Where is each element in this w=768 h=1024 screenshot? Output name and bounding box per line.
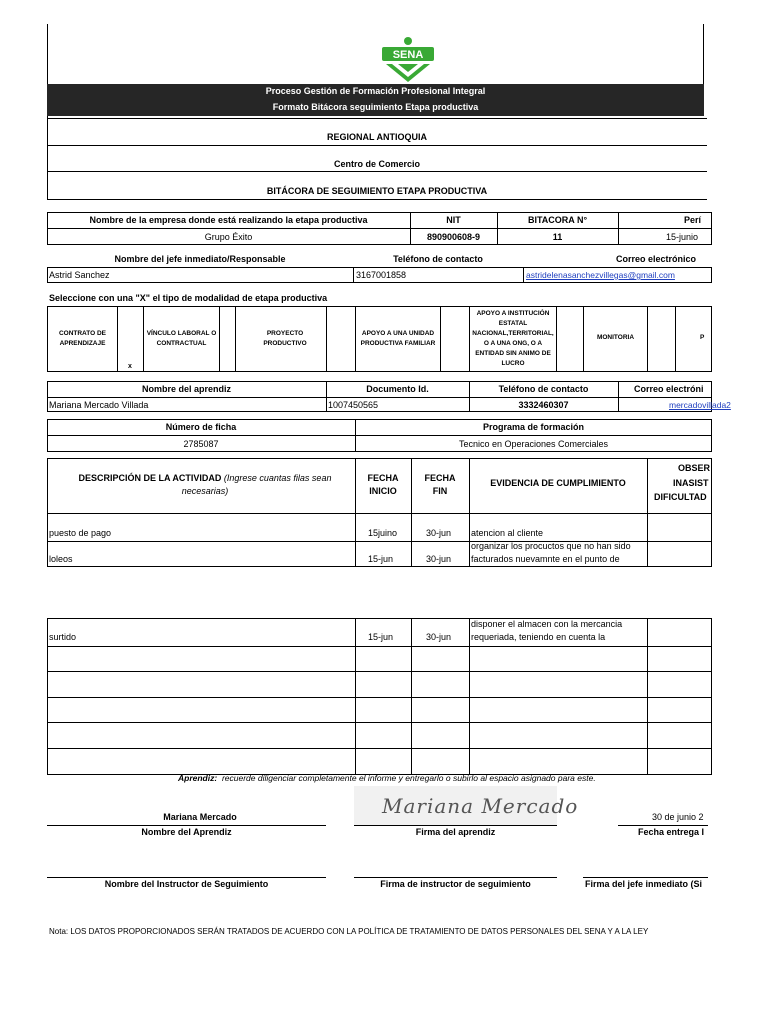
fecha-fin-header2: FIN xyxy=(432,486,448,496)
jefe-correo-header: Correo electrónico xyxy=(616,254,697,264)
table-row-fin: 30-jun xyxy=(426,528,452,538)
table-row-evidencia-2: requeriada, teniendo en cuenta la xyxy=(471,632,606,642)
aprendiz-correo-link[interactable]: mercadovillada2 xyxy=(669,400,731,410)
bitacora-header: BITACORA N° xyxy=(527,215,588,225)
desc-header-bold: DESCRIPCIÓN DE LA ACTIVIDAD xyxy=(78,473,222,483)
nota-datos: Nota: LOS DATOS PROPORCIONADOS SERÁN TRATADOS DE ACUERDO CON LA POLÍTICA DE TRATAMIENTO DE DATOS PERSONALES DEL SENA Y A LA LEY xyxy=(49,927,649,936)
aprendiz-note xyxy=(178,774,596,783)
table-row-evidencia: organizar los procuctos que no han sido xyxy=(471,541,631,551)
empresa-nombre: Grupo Éxito xyxy=(204,232,253,242)
label-firma-instructor: Firma de instructor de seguimiento xyxy=(380,879,531,889)
obs-header-3: DIFICULTAD xyxy=(654,492,707,502)
programa-header: Programa de formación xyxy=(482,422,585,432)
aprendiz-telefono: 3332460307 xyxy=(518,400,569,410)
label-nombre-aprendiz: Nombre del Aprendiz xyxy=(141,827,232,837)
table-row-desc: surtido xyxy=(49,632,77,642)
process-title: Proceso Gestión de Formación Profesional Integral xyxy=(265,86,486,96)
table-row-desc: loleos xyxy=(49,554,73,564)
evidencia-header: EVIDENCIA DE CUMPLIMIENTO xyxy=(490,478,626,488)
firma-aprendiz-image xyxy=(354,786,579,826)
desc-header-italic2: necesarias) xyxy=(181,486,229,496)
label-firma-aprendiz: Firma del aprendiz xyxy=(415,827,496,837)
format-title: Formato Bitácora seguimiento Etapa productiva xyxy=(272,102,479,112)
documento-value: 1007450565 xyxy=(328,400,379,410)
label-instructor: Nombre del Instructor de Seguimiento xyxy=(104,879,269,889)
documento-header: Documento Id. xyxy=(366,384,429,394)
jefe-telefono-header: Teléfono de contacto xyxy=(393,254,483,264)
ficha-numero: 2785087 xyxy=(183,439,219,449)
programa-value: Tecnico en Operaciones Comerciales xyxy=(458,439,609,449)
modalidad-other: P xyxy=(700,334,705,341)
aprendiz-nombre: Mariana Mercado Villada xyxy=(49,400,149,410)
aprendiz-correo-header: Correo electróni xyxy=(634,384,704,394)
regional-label: REGIONAL ANTIOQUIA xyxy=(326,132,427,142)
aprendiz-telefono-header: Teléfono de contacto xyxy=(498,384,589,394)
bitacora-title: BITÁCORA DE SEGUIMIENTO ETAPA PRODUCTIVA xyxy=(266,186,488,196)
modalidad-institucion: APOYO A INSTITUCIÓN ESTATAL NACIONAL,TERRITORIAL, O A UNA ONG, O A ENTIDAD SIN ANIMO DE LUCRO xyxy=(472,310,554,367)
sena-logo xyxy=(380,36,436,84)
aprendiz-note-label: Aprendiz: xyxy=(178,773,218,783)
modalidad-title: Seleccione con una "X" el tipo de modalidad de etapa productiva xyxy=(49,293,328,303)
logo-text: SENA xyxy=(392,49,424,61)
periodo-value: 15-junio xyxy=(666,232,699,242)
modalidad-proyecto: PROYECTO PRODUCTIVO xyxy=(263,330,307,347)
fecha-entrega-value: 30 de junio 2 xyxy=(652,812,704,822)
aprendiz-name-value: Mariana Mercado xyxy=(163,812,237,822)
modalidad-contrato: CONTRATO DE APRENDIZAJE xyxy=(58,330,107,347)
table-row-fin: 30-jun xyxy=(426,554,452,564)
jefe-correo-link[interactable]: astridelenasanchezvillegas@gmail.com xyxy=(526,270,675,280)
table-row-evidencia: atencion al cliente xyxy=(471,528,544,538)
jefe-header: Nombre del jefe inmediato/Responsable xyxy=(114,254,286,264)
table-row-inicio: 15juino xyxy=(368,528,398,538)
modalidad-monitoria: MONITORIA xyxy=(596,334,635,341)
table-row-fin: 30-jun xyxy=(426,632,452,642)
nit-value: 890900608-9 xyxy=(426,232,481,242)
fecha-fin-header: FECHA xyxy=(424,473,456,483)
jefe-nombre: Astrid Sanchez xyxy=(49,270,110,280)
empresa-header: Nombre de la empresa donde está realizando la etapa productiva xyxy=(89,215,368,225)
bitacora-value: 11 xyxy=(552,232,563,242)
jefe-telefono: 3167001858 xyxy=(356,270,407,280)
modalidad-mark[interactable]: x xyxy=(128,363,132,370)
fecha-inicio-header: FECHA xyxy=(367,473,399,483)
modalidad-vinculo: VÍNCULO LABORAL O CONTRACTUAL xyxy=(146,330,217,347)
desc-header-italic: (Ingrese cuantas filas sean xyxy=(223,473,332,483)
table-row-inicio: 15-jun xyxy=(368,554,394,564)
periodo-header: Perí xyxy=(684,215,702,225)
table-row-desc: puesto de pago xyxy=(49,528,112,538)
aprendiz-header: Nombre del aprendiz xyxy=(141,384,231,394)
label-firma-jefe: Firma del jefe inmediato (Si xyxy=(585,879,703,889)
aprendiz-note-text: recuerde diligenciar completamente el informe y entregarlo o subirlo al espacio asignado para este. xyxy=(221,773,596,783)
desc-header xyxy=(60,472,350,498)
signature-text: Mariana Mercado xyxy=(382,794,579,818)
nit-header: NIT xyxy=(446,215,461,225)
table-row-evidencia: disponer el almacen con la mercancia xyxy=(471,619,623,629)
fecha-inicio-header2: INICIO xyxy=(369,486,397,496)
table-row-inicio: 15-jun xyxy=(368,632,394,642)
table-row-evidencia-2: facturados nuevamnte en el punto de xyxy=(471,554,620,564)
obs-header-1: OBSER xyxy=(678,463,711,473)
obs-header-2: INASIST xyxy=(673,478,709,488)
centro-label: Centro de Comercio xyxy=(333,159,420,169)
ficha-header: Número de ficha xyxy=(165,422,237,432)
label-fecha-entrega: Fecha entrega I xyxy=(638,827,705,837)
modalidad-unidad: APOYO A UNA UNIDAD PRODUCTIVA FAMILIAR xyxy=(360,330,436,347)
